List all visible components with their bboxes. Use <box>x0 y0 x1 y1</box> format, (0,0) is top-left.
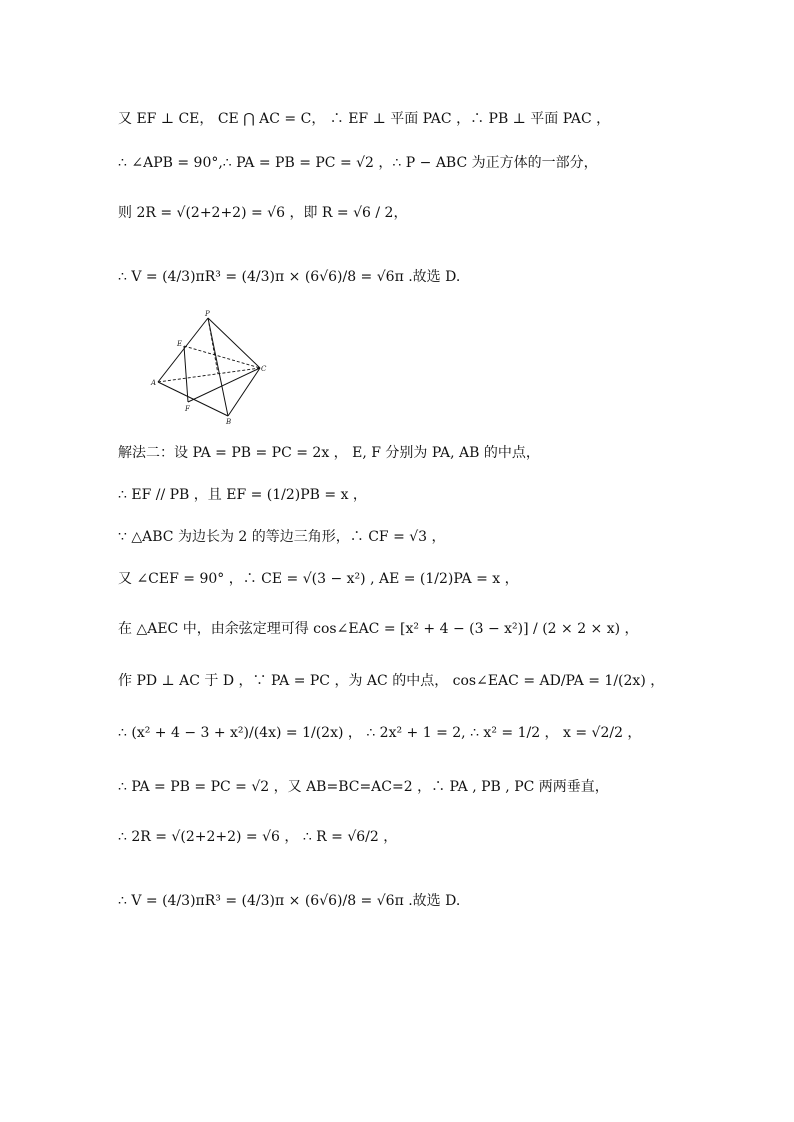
line-3: 则 2R = √(2+2+2) = √6 ，即 R = √6 / 2， <box>118 205 408 221</box>
label-B: B <box>226 418 232 424</box>
line-12: ∴ PA = PB = PC = √2 ，又 AB=BC=AC=2 ，∴ PA , PB , PC 两两垂直， <box>118 779 609 795</box>
line-13: ∴ 2R = √(2+2+2) = √6 ， ∴ R = √6/2 ， <box>118 829 398 845</box>
segment-EF <box>184 346 188 402</box>
tetrahedron-diagram <box>148 308 268 424</box>
line-1: 又 EF ⊥ CE， CE ⋂ AC = C， ∴ EF ⊥ 平面 PAC ，∴ PB ⊥ 平面 PAC ， <box>118 111 611 127</box>
line-2: ∴ ∠APB = 90°,∴ PA = PB = PC = √2 ，∴ P − ABC 为正方体的一部分， <box>118 155 598 171</box>
label-E: E <box>177 340 183 348</box>
line-7: ∵ △ABC 为边长为 2 的等边三角形，∴ CF = √3 ， <box>118 529 446 545</box>
label-P: P <box>205 310 210 318</box>
line-5: 解法二：设 PA = PB = PC = 2x ， E, F 分别为 PA, AB 的中点， <box>118 445 540 461</box>
label-C: C <box>261 365 267 373</box>
edge-PB <box>208 318 228 416</box>
line-9: 在 △AEC 中，由余弦定理可得 cos∠EAC = [x² + 4 − (3 − x²)] / (2 × 2 × x) ， <box>118 621 639 637</box>
tetrahedron-figure <box>148 308 268 424</box>
line-6: ∴ EF // PB ，且 EF = (1/2)PB = x ， <box>118 487 367 503</box>
line-10: 作 PD ⊥ AC 于 D ，∵ PA = PC ，为 AC 的中点， cos∠EAC = AD/PA = 1/(2x) ， <box>118 673 665 689</box>
edge-PA <box>158 318 208 382</box>
line-14: ∴ V = (4/3)πR³ = (4/3)π × (6√6)/8 = √6π .故选 D. <box>118 893 461 909</box>
edge-AB <box>158 382 228 416</box>
line-8: 又 ∠CEF = 90° ，∴ CE = √(3 − x²) , AE = (1/2)PA = x ， <box>118 571 519 587</box>
line-4: ∴ V = (4/3)πR³ = (4/3)π × (6√6)/8 = √6π .故选 D. <box>118 269 461 285</box>
label-A: A <box>151 379 157 387</box>
label-F: F <box>185 405 190 413</box>
line-11: ∴ (x² + 4 − 3 + x²)/(4x) = 1/(2x) ， ∴ 2x² + 1 = 2, ∴ x² = 1/2 ， x = √2/2 ， <box>118 725 642 741</box>
